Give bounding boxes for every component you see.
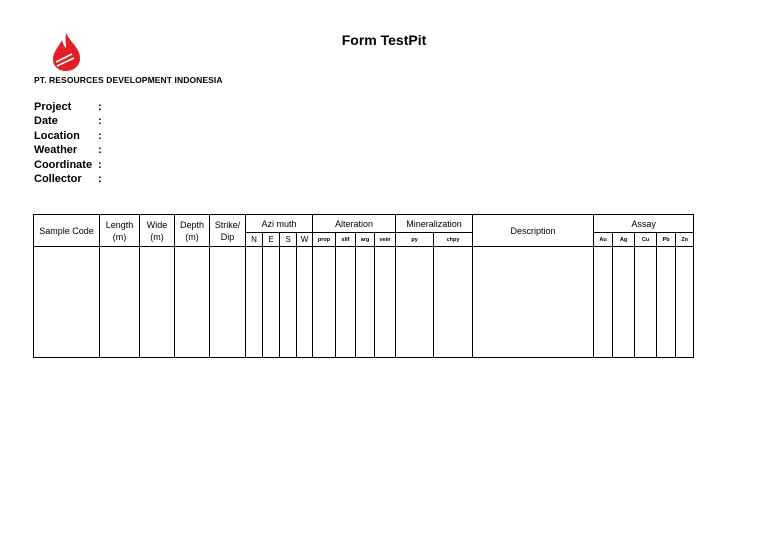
header-description: Description	[473, 215, 594, 247]
cell-wide[interactable]	[140, 247, 175, 358]
mineralization-chpy: chpy	[434, 233, 473, 247]
testpit-table	[33, 214, 694, 358]
cell-assay-zn[interactable]	[676, 247, 694, 358]
field-colon: :	[98, 144, 102, 157]
field-label: Date	[34, 115, 58, 128]
header-alteration: Alteration	[313, 215, 396, 233]
cell-sample-code[interactable]	[34, 247, 100, 358]
field-label: Coordinate	[34, 158, 93, 171]
cell-assay-ag[interactable]	[613, 247, 635, 358]
cell-alteration-slif[interactable]	[336, 247, 356, 358]
alteration-vein: vein	[375, 233, 396, 247]
field-label: Collector	[34, 172, 82, 185]
azimuth-n: N	[246, 233, 263, 247]
company-name: PT. RESOURCES DEVELOPMENT INDONESIA	[34, 75, 223, 85]
azimuth-w: W	[297, 233, 313, 247]
field-label: Location	[34, 129, 80, 142]
field-colon: :	[98, 172, 102, 185]
field-date[interactable]	[34, 114, 108, 128]
field-project[interactable]	[34, 100, 108, 114]
assay-cu: Cu	[635, 233, 657, 247]
table-row	[34, 247, 694, 358]
cell-alteration-arg[interactable]	[356, 247, 375, 358]
header-strike-dip: Strike/ Dip	[210, 215, 246, 247]
header-azimuth: Azi muth	[246, 215, 313, 233]
field-weather[interactable]	[34, 143, 108, 157]
alteration-arg: arg	[356, 233, 375, 247]
field-colon: :	[98, 101, 102, 113]
cell-azimuth-w[interactable]	[297, 247, 313, 358]
field-colon: :	[98, 129, 102, 142]
field-colon: :	[98, 115, 102, 128]
page-title: Form TestPit	[341, 32, 427, 48]
header-length: Length (m)	[100, 215, 140, 247]
cell-alteration-vein[interactable]	[375, 247, 396, 358]
cell-azimuth-e[interactable]	[263, 247, 280, 358]
header-sample-code: Sample Code	[34, 215, 100, 247]
header-depth: Depth (m)	[175, 215, 210, 247]
cell-mineralization-chpy[interactable]	[434, 247, 473, 358]
field-collector[interactable]	[34, 172, 108, 186]
cell-description[interactable]	[473, 247, 594, 358]
azimuth-e: E	[263, 233, 280, 247]
field-label: Project	[34, 101, 72, 113]
assay-ag: Ag	[613, 233, 635, 247]
mineralization-py: py	[396, 233, 434, 247]
assay-au: Au	[594, 233, 613, 247]
form-fields	[34, 100, 108, 186]
cell-mineralization-py[interactable]	[396, 247, 434, 358]
cell-azimuth-n[interactable]	[246, 247, 263, 358]
header-assay: Assay	[594, 215, 694, 233]
field-location[interactable]	[34, 129, 108, 143]
alteration-prop: prop	[313, 233, 336, 247]
field-coordinate[interactable]	[34, 158, 108, 172]
assay-zn: Zn	[676, 233, 694, 247]
azimuth-s: S	[280, 233, 297, 247]
field-colon: :	[98, 158, 102, 171]
cell-assay-au[interactable]	[594, 247, 613, 358]
cell-strike-dip[interactable]	[210, 247, 246, 358]
header-mineralization: Mineralization	[396, 215, 473, 233]
assay-pb: Pb	[657, 233, 676, 247]
field-label: Weather	[34, 144, 78, 157]
cell-assay-cu[interactable]	[635, 247, 657, 358]
cell-assay-pb[interactable]	[657, 247, 676, 358]
cell-azimuth-s[interactable]	[280, 247, 297, 358]
alteration-slif: slif	[336, 233, 356, 247]
cell-depth[interactable]	[175, 247, 210, 358]
cell-length[interactable]	[100, 247, 140, 358]
header-wide: Wide (m)	[140, 215, 175, 247]
cell-alteration-prop[interactable]	[313, 247, 336, 358]
